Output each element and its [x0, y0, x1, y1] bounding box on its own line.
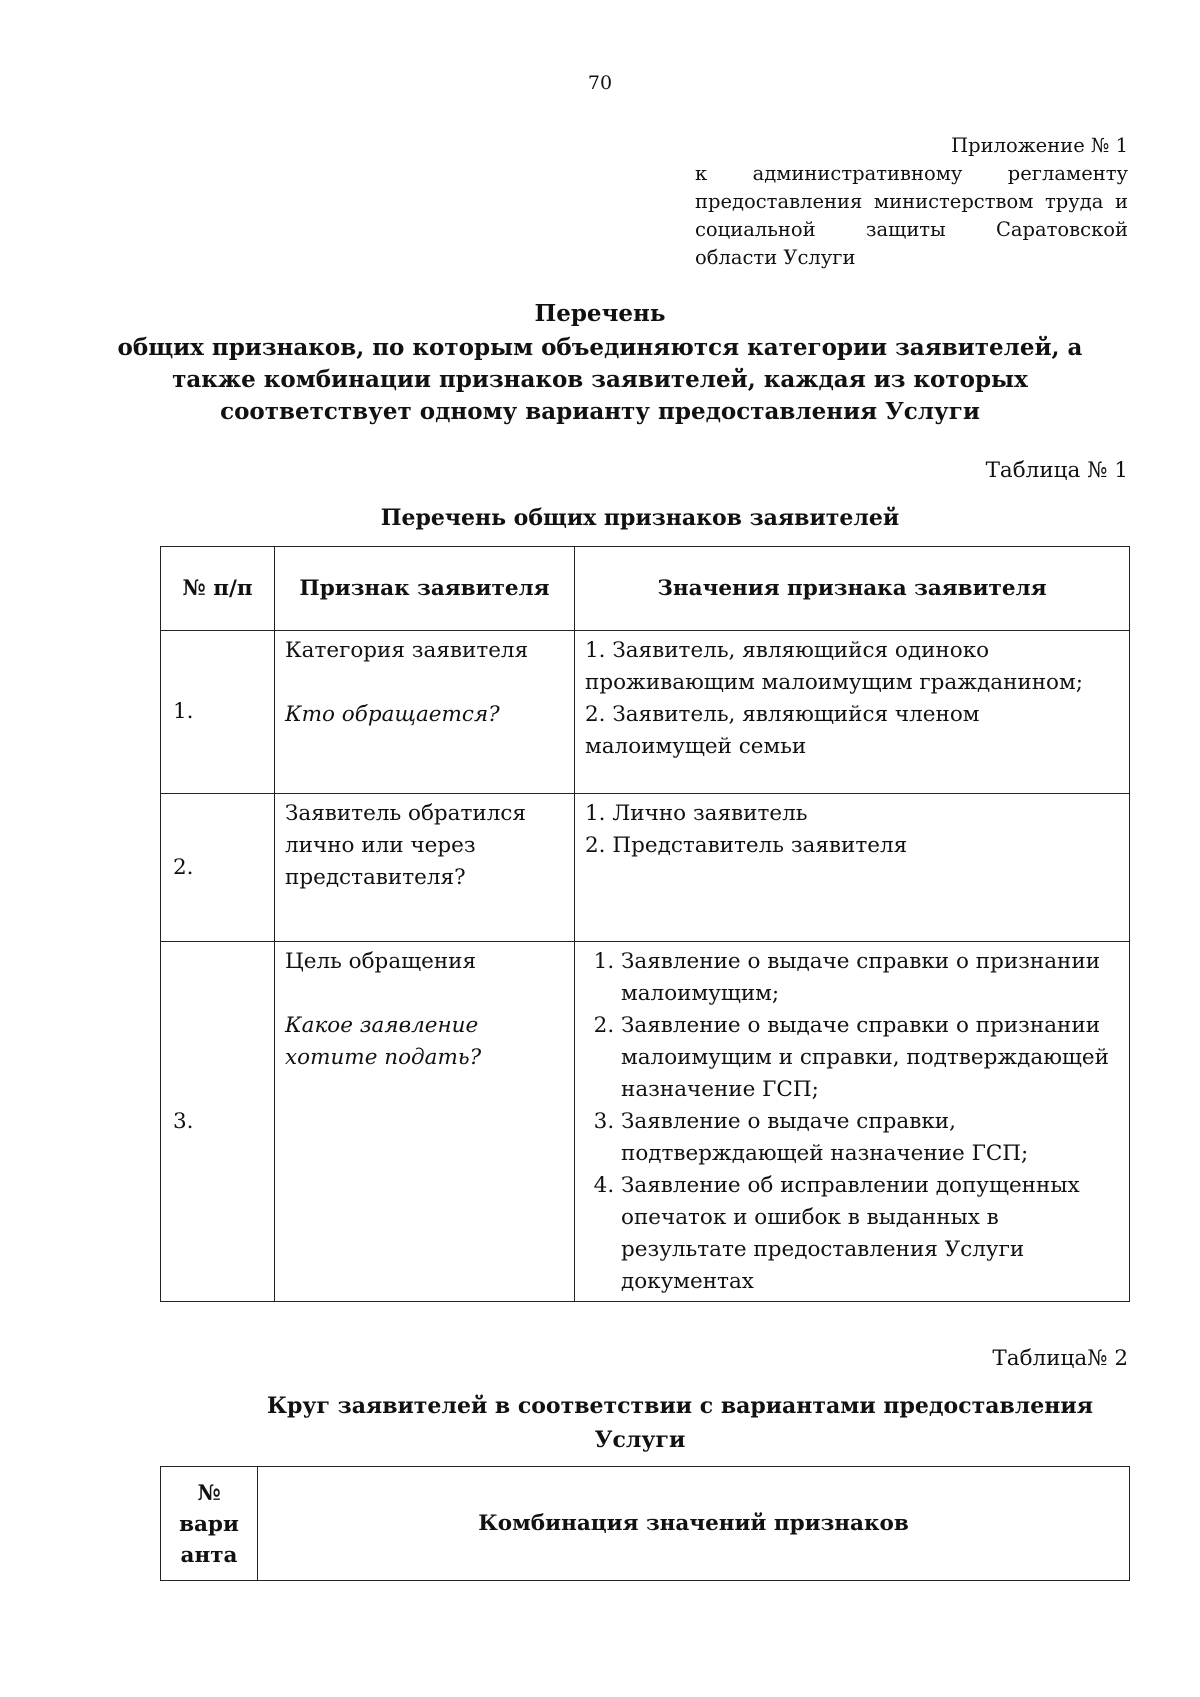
appendix-title: Приложение № 1 — [951, 134, 1128, 157]
main-title-line: также комбинации признаков заявителей, каждая из которых — [172, 366, 1028, 393]
value-item: 2. Заявитель, являющийся членом малоимущей семьи — [585, 702, 980, 759]
value-item: 2. Представитель заявителя — [585, 833, 908, 858]
values-list — [585, 946, 1125, 1298]
table-row — [161, 631, 1130, 794]
values-cell — [575, 942, 1130, 1302]
appendix-line: области Услуги — [695, 246, 856, 269]
sign-cell — [275, 631, 575, 794]
values-cell — [575, 794, 1130, 942]
main-title-line: соответствует одному варианту предоставления Услуги — [220, 398, 980, 425]
sign-question: Какое заявление хотите подать? — [285, 1013, 482, 1070]
main-title-line: общих признаков, по которым объединяются категории заявителей, а — [117, 334, 1083, 361]
value-item: 3. Заявление о выдаче справки, подтверждающей назначение ГСП; — [621, 1106, 1125, 1170]
main-title-line: Перечень — [534, 300, 666, 327]
sign-text: Категория заявителя — [285, 638, 529, 663]
table1 — [160, 546, 1130, 1302]
appendix-line: социальной защиты Саратовской — [695, 218, 1128, 241]
value-item: 1. Заявление о выдаче справки о признании малоимущим; — [621, 946, 1125, 1010]
value-item: 4. Заявление об исправлении допущенных опечаток и ошибок в выданных в результате предоставления Услуги документах — [621, 1170, 1125, 1298]
sign-cell — [275, 794, 575, 942]
header-variant-part: анта — [180, 1543, 238, 1568]
table2 — [160, 1466, 1130, 1581]
header-sign: Признак заявителя — [275, 547, 575, 631]
table1-header-row — [161, 547, 1130, 631]
header-variant — [161, 1467, 258, 1581]
table2-heading-line: Круг заявителей в соответствии с вариантами предоставления — [267, 1393, 1093, 1419]
header-num: № п/п — [161, 547, 275, 631]
sign-text: Цель обращения — [285, 949, 477, 974]
table2-caption: Таблица№ 2 — [992, 1346, 1128, 1371]
header-combination: Комбинация значений признаков — [258, 1467, 1130, 1581]
values-cell — [575, 631, 1130, 794]
header-variant-part: № — [197, 1481, 221, 1506]
table-row — [161, 794, 1130, 942]
row-number: 3. — [161, 942, 275, 1302]
sign-question: Кто обращается? — [285, 702, 500, 727]
value-item: 1. Заявитель, являющийся одиноко проживающим малоимущим гражданином; — [585, 638, 1083, 695]
table2-heading-line: Услуги — [594, 1427, 686, 1453]
sign-cell — [275, 942, 575, 1302]
row-number: 1. — [161, 631, 275, 794]
page-number: 70 — [587, 72, 613, 94]
header-variant-part: вари — [179, 1512, 239, 1537]
appendix-line: к административному регламенту — [695, 162, 1128, 185]
sign-text: Заявитель обратился лично или через представителя? — [285, 801, 526, 890]
table2-header-row — [161, 1467, 1130, 1581]
header-values: Значения признака заявителя — [575, 547, 1130, 631]
table1-caption: Таблица № 1 — [985, 458, 1128, 483]
value-item: 1. Лично заявитель — [585, 801, 808, 826]
table-row — [161, 942, 1130, 1302]
appendix-line: предоставления министерством труда и — [695, 190, 1128, 213]
value-item: 2. Заявление о выдаче справки о признании малоимущим и справки, подтверждающей назначение ГСП; — [621, 1010, 1125, 1106]
row-number: 2. — [161, 794, 275, 942]
table1-heading: Перечень общих признаков заявителей — [380, 505, 900, 531]
